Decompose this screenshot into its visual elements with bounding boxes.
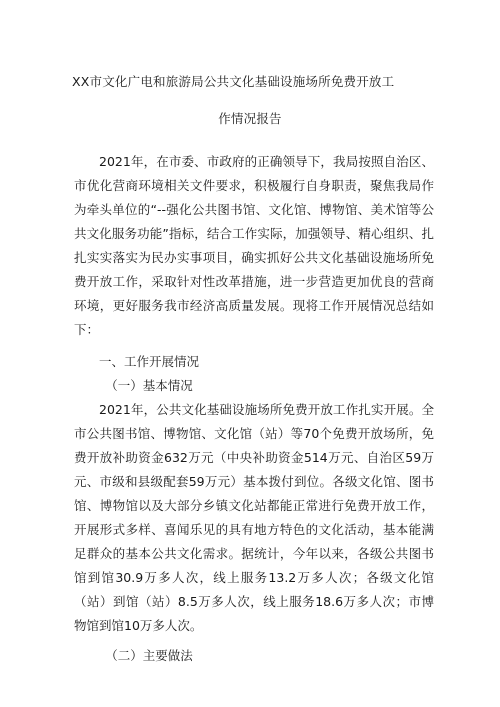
basic-situation-paragraph: 2021年，公共文化基础设施场所免费开放工作扎实开展。全市公共图书馆、博物馆、文化馆（站）等70个免费开放场所，免费开放补助资金632万元（中央补助资金514万元、自治区59万元、市级和县级配套59万元）基本拨付到位。各级文化馆、图书馆、博物馆以及大部分乡镇文化站都能正常进行免费开放工作，开展形式多样、喜闻乐见的具有地方特色的文化活动，基本能满足群众的基本公共文化需求。据统计，今年以来，各级公共图书馆到馆30.9万多人次，线上服务13.2万多人次；各级文化馆（站）到馆（站）8.5万多人次，线上服务18.6万多人次；市博物馆到馆10万多人次。 <box>74 402 434 633</box>
section-heading-work-progress: 一、工作开展情况 <box>99 354 200 369</box>
intro-paragraph: 2021年，在市委、市政府的正确领导下，我局按照自治区、市优化营商环境相关文件要求，积极履行自身职责，聚焦我局作为牵头单位的“--强化公共图书馆、文化馆、博物馆、美术馆等公共文化服务功能”指标，结合工作实际，加强领导、精心组织、扎扎实实落实为民办实事项目，确实抓好公共文化基础设施场所免费开放工作，采取针对性改革措施，进一步营造更加优良的营商环境，更好服务我市经济高质量发展。现将工作开展情况总结如下： <box>74 154 434 337</box>
subsection-heading-main-practices: （二）主要做法 <box>105 648 193 663</box>
document-title-line-1: XX市文化广电和旅游局公共文化基础设施场所免费开放工 <box>72 74 395 89</box>
document-body <box>74 150 434 668</box>
document-title-line-2: 作情况报告 <box>218 111 282 126</box>
subsection-heading-basic-situation: （一）基本情况 <box>105 378 193 393</box>
